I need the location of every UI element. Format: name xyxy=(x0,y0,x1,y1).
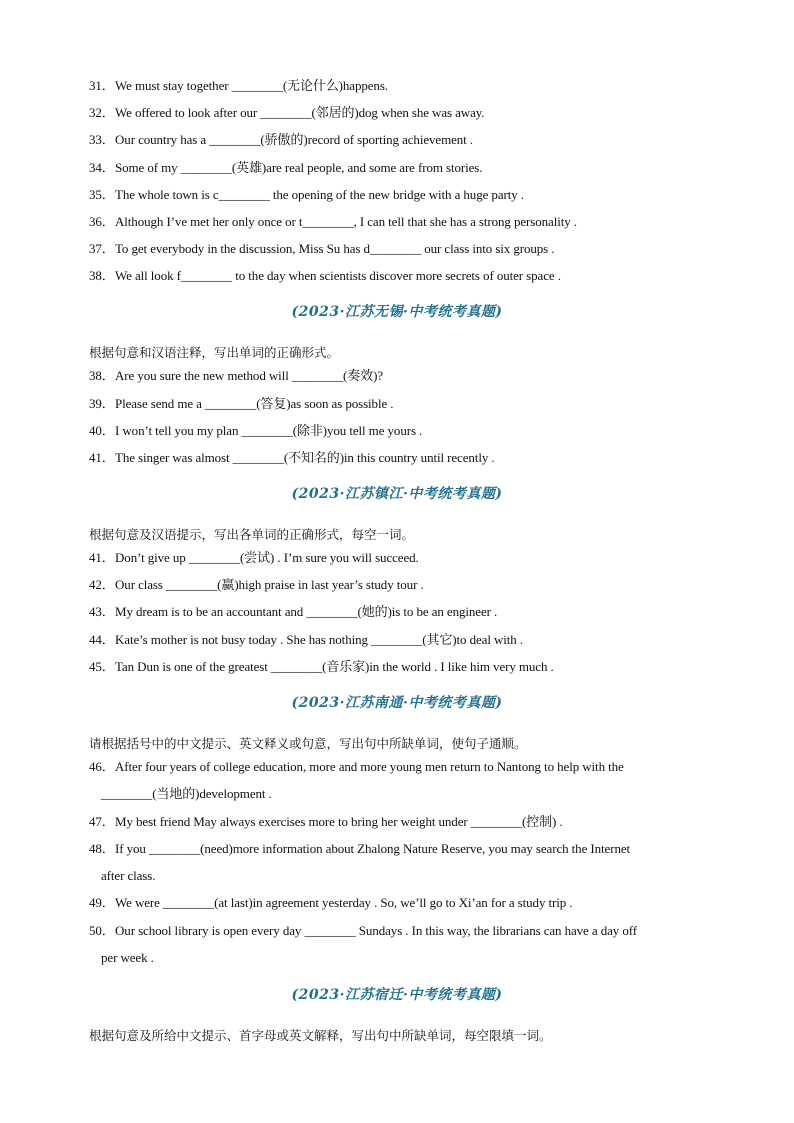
question-33: 33．Our country has a ________(骄傲的)record of sporting achievement . xyxy=(89,132,473,147)
question-41b: 41．Don’t give up ________(尝试) . I’m sure you will succeed. xyxy=(89,550,419,565)
question-38b: 38．Are you sure the new method will ________(奏效)? xyxy=(89,368,383,383)
question-40: 40．I won’t tell you my plan ________(除非)you tell me yours . xyxy=(89,423,423,438)
question-32: 32．We offered to look after our ________(邻居的)dog when she was away. xyxy=(89,105,485,120)
question-50: 50．Our school library is open every day ________ Sundays . In this way, the librarians can have a day off per week . xyxy=(89,923,637,965)
question-38: 38．We all look f________ to the day when scientists discover more secrets of outer space . xyxy=(89,268,561,283)
question-36: 36．Although I’ve met her only once or t________, I can tell that she has a strong personality . xyxy=(89,214,577,229)
section-heading-wuxi: (2023·江苏无锡·中考统考真题) xyxy=(291,304,503,320)
instruction-wuxi: 根据句意和汉语注释，写出单词的正确形式。 xyxy=(89,345,340,360)
question-43: 43．My dream is to be an accountant and ________(她的)is to be an engineer . xyxy=(89,604,498,619)
question-34: 34．Some of my ________(英雄)are real people, and some are from stories. xyxy=(89,160,483,175)
section-heading-suqian: (2023·江苏宿迁·中考统考真题) xyxy=(291,987,503,1003)
section-heading-zhenjiang: (2023·江苏镇江·中考统考真题) xyxy=(291,486,503,502)
question-46: 46．After four years of college education, more and more young men return to Nantong to help with the ________(当地的)development . xyxy=(89,759,624,801)
question-47: 47．My best friend May always exercises more to bring her weight under ________(控制) . xyxy=(89,814,563,829)
question-37: 37．To get everybody in the discussion, Miss Su has d________ our class into six groups . xyxy=(89,241,555,256)
question-31: 31．We must stay together ________(无论什么)happens. xyxy=(89,78,388,93)
question-45: 45．Tan Dun is one of the greatest ________(音乐家)in the world . I like him very much . xyxy=(89,659,554,674)
section-heading-nantong: (2023·江苏南通·中考统考真题) xyxy=(291,695,503,711)
instruction-zhenjiang: 根据句意及汉语提示，写出各单词的正确形式，每空一词。 xyxy=(89,527,415,542)
question-42: 42．Our class ________(赢)high praise in last year’s study tour . xyxy=(89,577,424,592)
question-49: 49．We were ________(at last)in agreement yesterday . So, we’ll go to Xi’an for a study trip . xyxy=(89,895,573,910)
question-48: 48．If you ________(need)more information about Zhalong Nature Reserve, you may search the Internet after class. xyxy=(89,841,631,883)
question-35: 35．The whole town is c________ the opening of the new bridge with a huge party . xyxy=(89,187,524,202)
instruction-suqian: 根据句意及所给中文提示、首字母或英文解释，写出句中所缺单词，每空限填一词。 xyxy=(89,1028,552,1043)
instruction-nantong: 请根据括号中的中文提示、英文释义或句意，写出句中所缺单词，使句子通顺。 xyxy=(89,736,527,751)
question-39: 39．Please send me a ________(答复)as soon as possible . xyxy=(89,396,394,411)
question-41: 41．The singer was almost ________(不知名的)in this country until recently . xyxy=(89,450,495,465)
question-44: 44．Kate’s mother is not busy today . She has nothing ________(其它)to deal with . xyxy=(89,632,523,647)
